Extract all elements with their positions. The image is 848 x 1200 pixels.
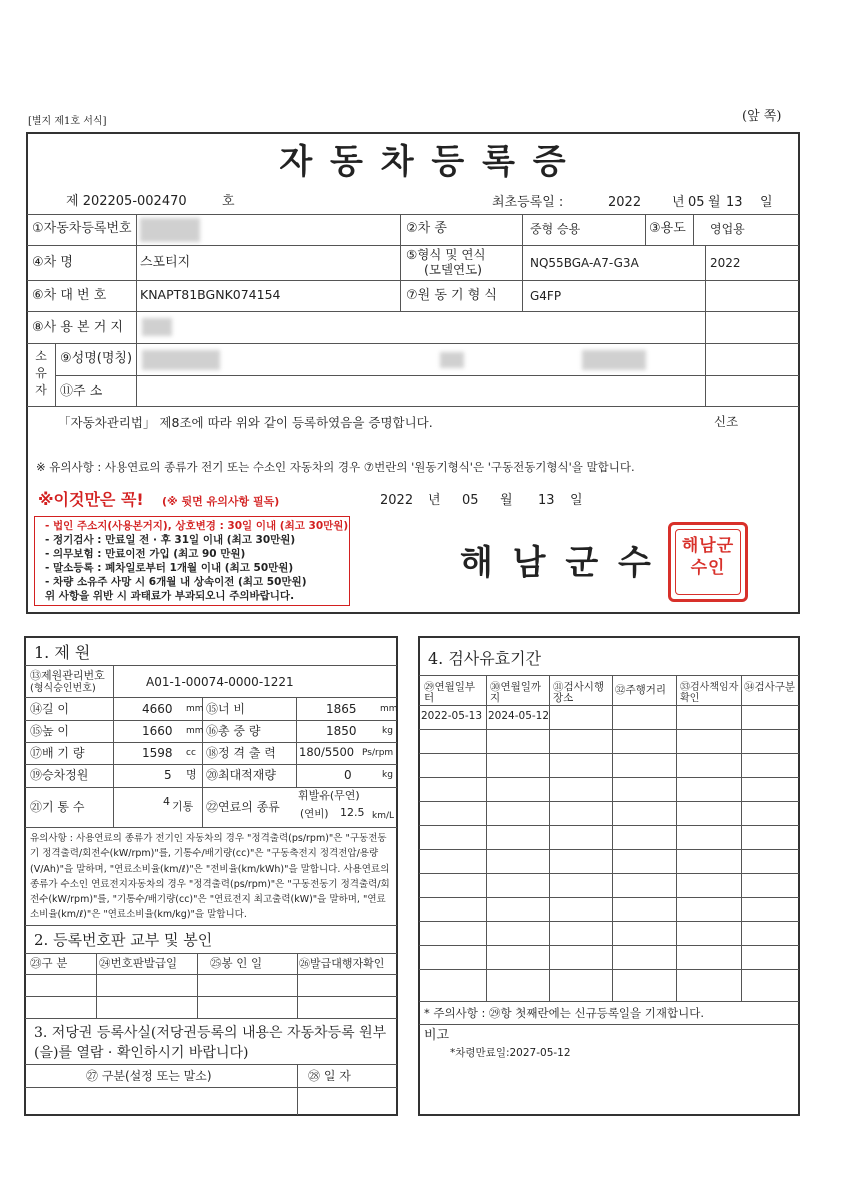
power-value: 180/5500: [299, 745, 355, 759]
name-label: ⑨성명(명칭): [60, 351, 133, 366]
length-label: ⑭길 이: [30, 702, 69, 716]
insp-row1-from: 2022-05-13: [421, 710, 483, 722]
issue-year-unit: 년: [428, 493, 441, 508]
inspection-box: [418, 636, 800, 1116]
height-label: ⑮높 이: [30, 724, 69, 738]
plate-col-issue-date: ㉔번호판발급일: [99, 956, 178, 970]
warning-line-4: - 말소등록 : 폐차일로부터 1개월 이내 (최고 50만원): [45, 562, 294, 574]
first-reg-year-unit: 년: [672, 195, 685, 210]
height-value: 1660: [142, 724, 173, 738]
first-reg-day-unit: 일: [760, 195, 773, 210]
remarks-label: 비고: [424, 1028, 450, 1043]
issue-month: 05: [462, 493, 479, 508]
weight-unit: kg: [382, 726, 393, 736]
lien-col-date: ㉘ 일 자: [308, 1069, 351, 1083]
official-seal: [668, 522, 748, 602]
insp-col-to: ㉚연월일까지: [490, 681, 542, 704]
warning-line-2: - 정기검사 : 만료일 전 · 후 31일 이내 (최고 30만원): [45, 534, 296, 546]
approval-label: ⑬제원관리번호: [30, 669, 105, 682]
warning-subtitle: (※ 뒷면 유의사항 필독): [162, 495, 280, 508]
width-label: ⑮너 비: [206, 702, 245, 716]
cylinders-value: 4: [163, 795, 170, 808]
insp-col-from: ㉙연월일부터: [424, 681, 476, 704]
height-unit: mm: [186, 726, 204, 736]
plate-col-type: ㉓구 분: [30, 956, 68, 970]
insp-col-place: ㉛검사시행장소: [553, 681, 605, 704]
model-label: ⑤형식 및 연식: [406, 247, 486, 262]
power-unit: Ps/rpm: [362, 748, 394, 758]
form-label: [별지 제1호 서식]: [28, 116, 107, 127]
lien-col-type: ㉗ 구분(설정 또는 말소): [86, 1069, 212, 1083]
car-name-value: 스포티지: [140, 255, 191, 270]
weight-label: ⑯총 중 량: [206, 724, 261, 738]
vin-label: ⑥차 대 번 호: [32, 288, 107, 303]
insp-col-type: ㉞검사구분: [744, 681, 796, 693]
weight-value: 1850: [326, 724, 357, 738]
plate-col-seal-date: ㉕봉 인 일: [210, 956, 263, 970]
plate-heading: 2. 등록번호판 교부 및 봉인: [34, 931, 213, 949]
page-title: 자 동 차 등 록 증: [279, 142, 569, 182]
reg-no-redacted: [140, 218, 200, 242]
serial-number: 제 202205-002470: [66, 194, 187, 209]
efficiency-label: (연비): [300, 808, 329, 820]
new-reg-label: 신조: [714, 414, 739, 429]
engine-value: G4FP: [530, 289, 562, 303]
warning-title: ※이것만은 꼭!: [38, 490, 144, 509]
car-name-label: ④차 명: [32, 255, 73, 270]
warning-line-6: 위 사항을 위반 시 과태료가 부과되오니 주의바랍니다.: [45, 590, 295, 602]
width-value: 1865: [326, 702, 357, 716]
address-label: ⑪주 소: [60, 384, 103, 399]
lien-heading: 3. 저당권 등록사실(저당권등록의 내용은 자동차등록 원부(을)를 열람 · 확인하시기 바랍니다): [34, 1025, 387, 1061]
base-redacted: [142, 318, 172, 336]
plate-col-agent-check: ㉖발급대행자확인: [299, 957, 385, 970]
name-redacted-3: [582, 350, 646, 370]
length-unit: mm: [186, 704, 204, 714]
notice-text: ※ 유의사항 : 사용연료의 종류가 전기 또는 수소인 자동차의 경우 ⑦번란의 '원동기형식'은 '구동전동기형식'을 말합니다.: [36, 460, 635, 474]
seal-text: 해남군수인: [681, 536, 735, 578]
remarks-value: *차령만료일:2027-05-12: [450, 1047, 571, 1059]
base-label: ⑧사 용 본 거 지: [32, 320, 123, 335]
efficiency-unit: km/L: [372, 811, 395, 821]
approval-value: A01-1-00074-0000-1221: [146, 675, 294, 689]
warning-line-5: - 차량 소유주 사망 시 6개월 내 상속이전 (최고 50만원): [45, 576, 307, 588]
issue-month-unit: 월: [500, 493, 513, 508]
load-label: ⑳최대적재량: [206, 768, 276, 782]
warning-line-3: - 의무보험 : 만료이전 가입 (최고 90 만원): [45, 548, 246, 560]
warning-list-box: [34, 516, 350, 606]
load-unit: kg: [382, 770, 393, 780]
first-reg-label: 최초등록일 :: [492, 195, 564, 210]
issue-day-unit: 일: [570, 493, 583, 508]
name-redacted: [142, 350, 220, 370]
model-year: 2022: [710, 256, 741, 270]
seats-value: 5: [164, 768, 172, 782]
power-label: ⑱정 격 출 력: [206, 746, 276, 760]
owner-side-label: 소 유 자: [35, 349, 47, 397]
spec-notes: 유의사항 : 사용연료의 종류가 전기인 자동차의 경우 "정격출력(ps/rpm)"은 "구동전동기 정격출력/회전수(kW/rpm)"를, 기통수/배기량(cc)"은 "구동축전지 정격전압/용량(V/Ah)"을 말하며, "연료소비율(km/ℓ)"은 "전비율(km/kWh)"을 말합니다. 사용연료의 종류가 수소인 연료전지자동차의 경우 "정격출력(ps/rpm)"은 "구동전동기 정격출력/회전수(kW/rpm)"를, "기통수/배기량(cc)"은 "연료전지 최고출력(kW)"을 말하며, "연료소비율(km/ℓ)"은 "연료소비율(km/kg)"을 말합니다.: [30, 833, 390, 921]
model-sub-label: (모델연도): [424, 262, 483, 277]
specs-heading: 1. 제 원: [34, 643, 91, 662]
reg-no-label: ①자동차등록번호: [32, 221, 132, 236]
front-label: (앞 쪽): [742, 109, 782, 124]
issue-year: 2022: [380, 493, 414, 508]
cylinders-label: ㉑기 통 수: [30, 800, 85, 814]
first-reg-month-unit: 월: [708, 195, 721, 210]
warning-section: [34, 490, 354, 608]
insp-row1-to: 2024-05-12: [488, 710, 550, 722]
fuel-value: 휘발유(무연): [298, 789, 360, 802]
use-value: 영업용: [710, 222, 745, 236]
width-unit: mm: [380, 704, 398, 714]
insp-col-mileage: ㉜주행거리: [615, 684, 667, 696]
warning-line-1: - 법인 주소지(사용본거지), 상호변경 : 30일 이내 (최고 30만원): [45, 520, 349, 532]
car-type-value: 중형 승용: [530, 222, 581, 236]
inspection-heading: 4. 검사유효기간: [428, 649, 542, 668]
approval-sub-label: (형식승인번호): [30, 683, 96, 694]
vin-value: KNAPT81BGNK074154: [140, 287, 281, 302]
fuel-label: ㉒연료의 종류: [206, 800, 280, 814]
car-type-label: ②차 종: [406, 221, 447, 236]
cylinders-unit: 기통: [172, 800, 194, 813]
inspection-footnote: * 주의사항 : ㉙항 첫째란에는 신규등록일을 기재합니다.: [424, 1006, 704, 1020]
issue-day: 13: [538, 493, 555, 508]
issuer-name: 해 남 군 수: [460, 543, 655, 583]
first-reg-year: 2022: [608, 195, 642, 210]
seats-label: ⑲승차정원: [30, 768, 89, 782]
engine-label: ⑦원 동 기 형 식: [406, 288, 497, 303]
serial-suffix: 호: [222, 194, 235, 209]
seats-unit: 명: [186, 768, 197, 781]
displacement-value: 1598: [142, 746, 173, 760]
displacement-label: ⑰배 기 량: [30, 746, 85, 760]
name-redacted-2: [440, 352, 464, 368]
displacement-unit: cc: [186, 748, 196, 758]
length-value: 4660: [142, 702, 173, 716]
use-label: ③용도: [649, 221, 686, 236]
first-reg-month: 05: [688, 195, 705, 210]
insp-col-inspector: ㉝검사책임자확인: [680, 682, 739, 704]
first-reg-day: 13: [726, 195, 743, 210]
efficiency-value: 12.5: [340, 806, 365, 819]
model-value: NQ55BGA-A7-G3A: [530, 256, 639, 270]
load-value: 0: [344, 768, 352, 782]
cert-text: 「자동차관리법」 제8조에 따라 위와 같이 등록하였음을 증명합니다.: [58, 415, 433, 430]
